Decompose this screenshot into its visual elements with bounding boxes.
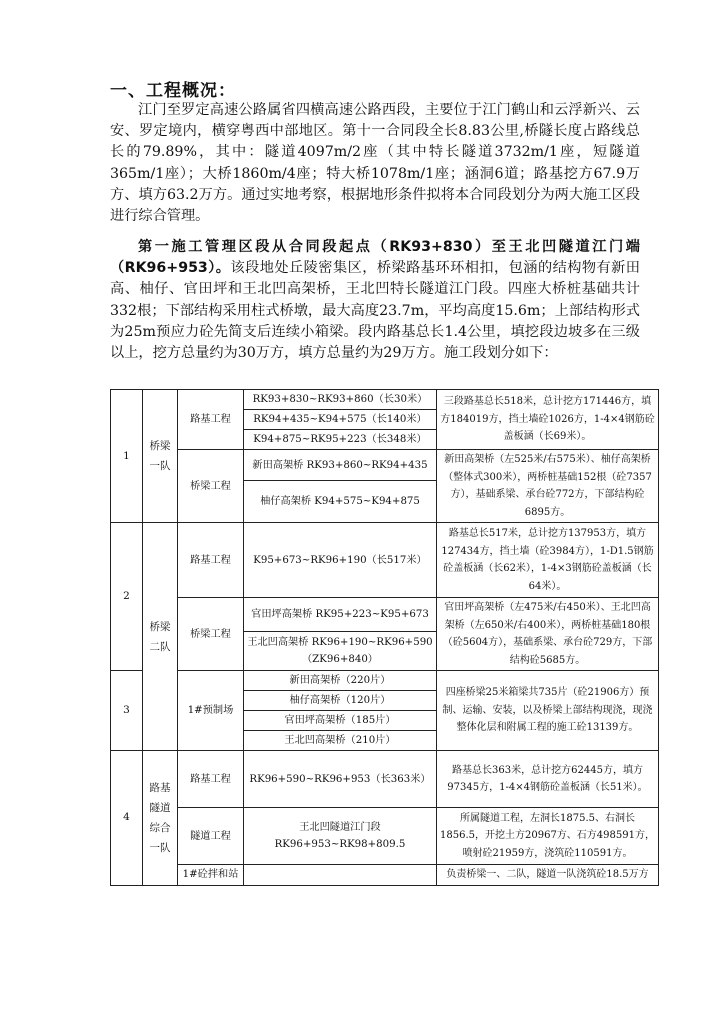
team-name: 路基隧道综合一队 bbox=[143, 751, 178, 886]
work-type: 桥梁工程 bbox=[178, 450, 244, 523]
team-name: 桥梁二队 bbox=[143, 523, 178, 751]
work-description: 负责桥梁一、二队，隧道一队浇筑砼18.5万方 bbox=[437, 865, 659, 886]
segment-cell: K94+875~RK95+223（长348米） bbox=[244, 430, 437, 450]
segment-cell: K95+673~RK96+190（长517米） bbox=[244, 523, 437, 598]
work-description: 新田高架桥（左525米/右575米）、柚仔高架桥（整体式300米），两桥桩基础152根（砼7357方），基础系梁、承台砼772方，下部结构砼6895方。 bbox=[437, 450, 659, 523]
row-number: 3 bbox=[111, 671, 143, 751]
team-name: 桥梁一队 bbox=[143, 390, 178, 523]
construction-division-table bbox=[110, 389, 659, 886]
work-description: 路基总长517米，总计挖方137953方，填方127434方，挡土墙（砼3984方），1-D1.5钢筋砼盖板涵（长62米），1-4×3钢筋砼盖板涵（长64米）。 bbox=[437, 523, 659, 598]
table-row bbox=[111, 808, 659, 865]
project-overview-paragraph: 江门至罗定高速公路属省四横高速公路西段，主要位于江门鹤山和云浮新兴、云安、罗定境内，横穿粤西中部地区。第十一合同段全长8.83公里,桥隧长度占路线总长的79.89%，其中：隧道4097m/2座（其中特长隧道3732m/1座，短隧道365m/1座）；大桥1860m/4座；特大桥1078m/1座；涵洞6道；路基挖方67.9万方、填方63.2万方。通过实地考察，根据地形条件拟将本合同段划分为两大施工区段进行综合管理。 bbox=[110, 102, 640, 225]
work-type: 隧道工程 bbox=[178, 808, 244, 865]
work-type: 桥梁工程 bbox=[178, 598, 244, 671]
segment-cell: RK93+830~RK93+860（长30米） bbox=[244, 390, 437, 410]
work-type: 1#砼拌和站 bbox=[178, 865, 244, 886]
work-description: 路基总长363米，总计挖方62445方，填方97345方，1-4×4钢筋砼盖板涵（长51米）。 bbox=[437, 751, 659, 808]
work-description: 四座桥梁25米箱梁共735片（砼21906方）预制、运输、安装，以及桥梁上部结构现浇，现浇整体化层和附属工程的施工砼13139方。 bbox=[437, 671, 659, 751]
work-description: 三段路基总长518米，总计挖方171446方，填方184019方，挡土墙砼1026方，1-4×4钢筋砼盖板涵（长69米）。 bbox=[437, 390, 659, 450]
table-row bbox=[111, 751, 659, 808]
section-one-body: 该段地处丘陵密集区，桥梁路基环环相扣，包涵的结构物有新田高、柚仔、官田坪和王北凹高架桥，王北凹特长隧道江门段。四座大桥桩基础共计332根；下部结构采用柱式桥墩，最大高度23.7m，平均高度15.6m；上部结构形式为25m预应力砼先简支后连续小箱梁。段内路基总长1.4公里，填挖段边坡多在三级以上，挖方总量约为30万方，填方总量约为29万方。施工段划分如下： bbox=[110, 260, 640, 362]
section-heading: 一、工程概况： bbox=[110, 81, 236, 101]
row-number: 1 bbox=[111, 390, 143, 523]
segment-cell: 官田坪高架桥（185片） bbox=[244, 711, 437, 731]
table-row bbox=[111, 523, 659, 598]
work-type: 路基工程 bbox=[178, 751, 244, 808]
segment-cell: 新田高架桥 RK93+860~RK94+435 bbox=[244, 450, 437, 481]
segment-cell: 官田坪高架桥 RK95+223~K95+673 bbox=[244, 598, 437, 632]
segment-cell: 柚仔高架桥 K94+575~K94+875 bbox=[244, 481, 437, 523]
table-row bbox=[111, 450, 659, 481]
section-one-paragraph bbox=[110, 237, 640, 364]
section-one-title: 第一施工管理区段从合同段起点（RK93+830）至王北凹隧道江门端（RK96+953）。 bbox=[110, 239, 640, 277]
row-number: 4 bbox=[111, 751, 143, 886]
segment-cell: RK94+435~K94+575（长140米） bbox=[244, 410, 437, 430]
segment-cell: RK96+590~RK96+953（长363米） bbox=[244, 751, 437, 808]
segment-cell: 王北凹隧道江门段 RK96+953~RK98+809.5 bbox=[244, 808, 437, 865]
segment-cell: 王北凹高架桥（210片） bbox=[244, 731, 437, 751]
work-type: 路基工程 bbox=[178, 390, 244, 450]
table-row bbox=[111, 671, 659, 691]
work-description: 所属隧道工程，左洞长1875.5、右洞长1856.5，开挖土方20967方、石方498591方，喷射砼21959方，浇筑砼110591方。 bbox=[437, 808, 659, 865]
table-row bbox=[111, 598, 659, 632]
work-type: 路基工程 bbox=[178, 523, 244, 598]
table-row bbox=[111, 865, 659, 886]
segment-cell: 新田高架桥（220片） bbox=[244, 671, 437, 691]
row-number: 2 bbox=[111, 523, 143, 671]
segment-cell: 王北凹高架桥 RK96+190~RK96+590（ZK96+840） bbox=[244, 632, 437, 671]
work-type: 1#预制场 bbox=[178, 671, 244, 751]
segment-cell: 柚仔高架桥（120片） bbox=[244, 691, 437, 711]
table-row bbox=[111, 390, 659, 410]
segment-cell bbox=[244, 865, 437, 886]
work-description: 官田坪高架桥（左475米/右450米）、王北凹高架桥（左650米/右400米），两桥桩基础180根（砼5604方），基础系梁、承台砼729方，下部结构砼5685方。 bbox=[437, 598, 659, 671]
